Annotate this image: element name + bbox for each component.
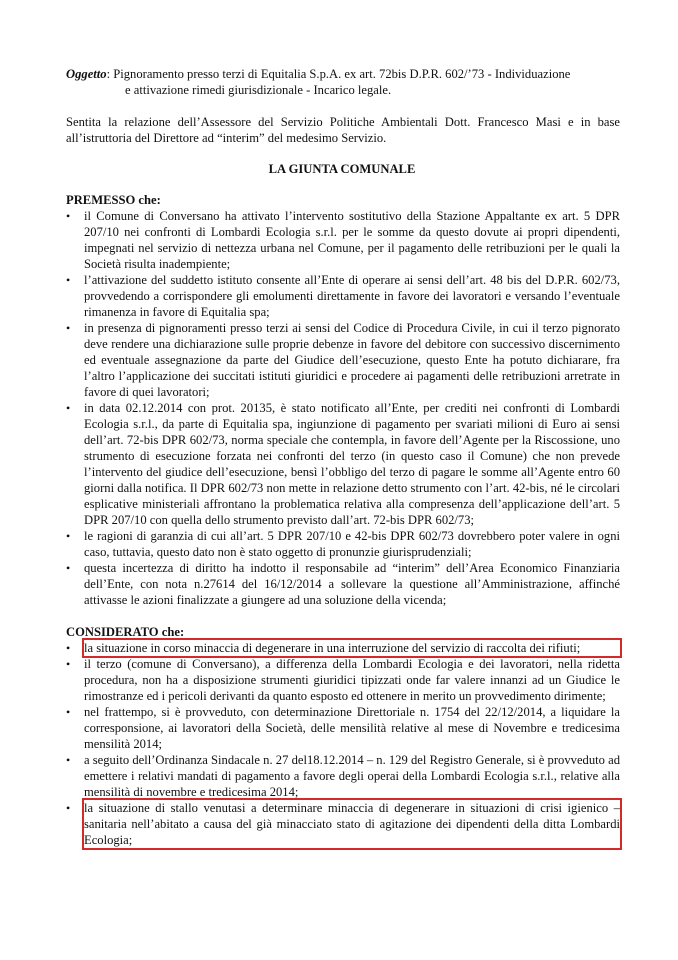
sentita-paragraph: Sentita la relazione dell’Assessore del Servizio Politiche Ambientali Dott. Francesco Masi e in base all’istruttoria del Direttore ad “interim” del medesimo Servizio. <box>66 115 620 145</box>
subject-label: Oggetto <box>66 67 107 81</box>
bullet-icon: • <box>66 529 71 543</box>
premesso-item <box>64 528 620 560</box>
bullet-icon: • <box>66 705 71 719</box>
considerato-item-text: la situazione di stallo venutasi a determinare minaccia di degenerare in situazioni di crisi igienico – sanitaria nell’abitato a causa del già minacciato stato di agitazione dei dipendenti della ditta Lombardi Ecologia; <box>84 801 620 847</box>
considerato-item <box>64 752 620 800</box>
bullet-icon: • <box>66 561 71 575</box>
premesso-item <box>64 272 620 320</box>
considerato-item <box>64 640 620 656</box>
considerato-item-text: a seguito dell’Ordinanza Sindacale n. 27 del18.12.2014 – n. 129 del Registro Generale, si è provveduto ad emettere i relativi mandati di pagamento a favore degli operai della Lombardi Ecologia s.r.l., relative alla mensilità di novembre e tredicesima 2014; <box>84 753 620 799</box>
bullet-icon: • <box>66 209 71 223</box>
premesso-item-text: il Comune di Conversano ha attivato l’intervento sostitutivo della Stazione Appaltante ex art. 5 DPR 207/10 nei confronti di Lombardi Ecologia s.r.l. per le somme da questo dovute ai propri dipendenti, impegnati nel servizio di nettezza urbana nel Comune, per il pagamento delle retribuzioni per le quali la Società risulta inadempiente; <box>84 209 620 271</box>
giunta-heading: LA GIUNTA COMUNALE <box>268 162 416 176</box>
premesso-list <box>64 208 620 608</box>
premesso-item <box>64 320 620 400</box>
considerato-item <box>64 656 620 704</box>
bullet-icon: • <box>66 753 71 767</box>
subject <box>66 66 620 98</box>
considerato-list <box>64 640 620 848</box>
bullet-icon: • <box>66 321 71 335</box>
premesso-heading: PREMESSO che: <box>66 193 161 207</box>
premesso-item-text: in data 02.12.2014 con prot. 20135, è stato notificato all’Ente, per crediti nei confronti di Lombardi Ecologia s.r.l., da parte di Equitalia spa, ingiunzione di pagamento per svariati milioni di Euro ai sensi dell’art. 72-bis DPR 602/73, norma speciale che contempla, in favore dell’Agente per la Riscossione, uno strumento di esecuzione forzata nei confronti del terzo (in questo caso il Comune) che non prevede l’intervento del giudice dell’esecuzione, bensì l’obbligo del terzo di pagare le somme all’Agente entro 60 giorni dalla notifica. Il DPR 602/73 non mette in relazione detto strumento con l’art. 42-bis, né le circolari esplicative ministeriali affrontano la problematica relativa alla compresenza dell’applicazione dell’art. 5 DPR 207/10 con quella dello strumento previsto dall’art. 72-bis DPR 602/73; <box>84 401 620 527</box>
considerato-item <box>64 704 620 752</box>
premesso-item-text: in presenza di pignoramenti presso terzi ai sensi del Codice di Procedura Civile, in cui il terzo pignorato deve rendere una dichiarazione sulle proprie debenze in favore del debitore con successivo discernimento ed eventuale assegnazione da parte del Giudice dell’esecuzione, questo Ente ha potuto dichiarare, fra l’altro l’applicazione dei succitati istituti giuridici e procedere ai pagamenti delle retribuzioni arretrate in favore di quei lavoratori; <box>84 321 620 399</box>
premesso-item <box>64 208 620 272</box>
bullet-icon: • <box>66 273 71 287</box>
considerato-item-text: nel frattempo, si è provveduto, con determinazione Direttoriale n. 1754 del 22/12/2014, a liquidare la corresponsione, ai lavoratori della Società, delle mensilità relative al mese di Novembre e tredicesima mensilità 2014; <box>84 705 620 751</box>
subject-line-1: : Pignoramento presso terzi di Equitalia S.p.A. ex art. 72bis D.P.R. 602/’73 - Individuazione <box>106 67 571 81</box>
subject-line-2: e attivazione rimedi giurisdizionale - Incarico legale. <box>125 83 392 97</box>
premesso-item-text: le ragioni di garanzia di cui all’art. 5 DPR 207/10 e 42-bis DPR 602/73 dovrebbero poter valere in ogni caso, tuttavia, questo dato non è stato oggetto di pronunzie giurisprudenziali; <box>84 529 620 559</box>
premesso-item <box>64 400 620 528</box>
considerato-item-text: il terzo (comune di Conversano), a differenza della Lombardi Ecologia e dei lavoratori, nella ridetta procedura, non ha a disposizione strumenti giuridici tipizzati onde far valere innanzi ad un Giudice le rimostranze ed i pericoli derivanti da quanto esposto ed ottenere in merito un provvedimento dirimente; <box>84 657 620 703</box>
considerato-heading: CONSIDERATO che: <box>66 625 185 639</box>
bullet-icon: • <box>66 657 71 671</box>
bullet-icon: • <box>66 641 71 655</box>
premesso-item <box>64 560 620 608</box>
highlight-box <box>84 640 620 656</box>
considerato-item-text: la situazione in corso minaccia di degenerare in una interruzione del servizio di raccolta dei rifiuti; <box>84 640 620 656</box>
bullet-icon: • <box>66 401 71 415</box>
premesso-item-text: questa incertezza di diritto ha indotto il responsabile ad “interim” dell’Area Economico Finanziaria dell’Ente, con nota n.27614 del 16/12/2014 a sollevare la questione all’Amministrazione, affinché attivasse le azioni finalizzate a giungere ad una soluzione della vicenda; <box>84 561 620 607</box>
considerato-item <box>64 800 620 848</box>
highlight-box <box>84 800 620 848</box>
premesso-item-text: l’attivazione del suddetto istituto consente all’Ente di operare ai sensi dell’art. 48 bis del D.P.R. 602/73, provvedendo a corrispondere gli emolumenti direttamente in favore dei lavoratori e versando l’eventuale rimanenza in favore di Equitalia spa; <box>84 273 620 319</box>
bullet-icon: • <box>66 801 71 815</box>
